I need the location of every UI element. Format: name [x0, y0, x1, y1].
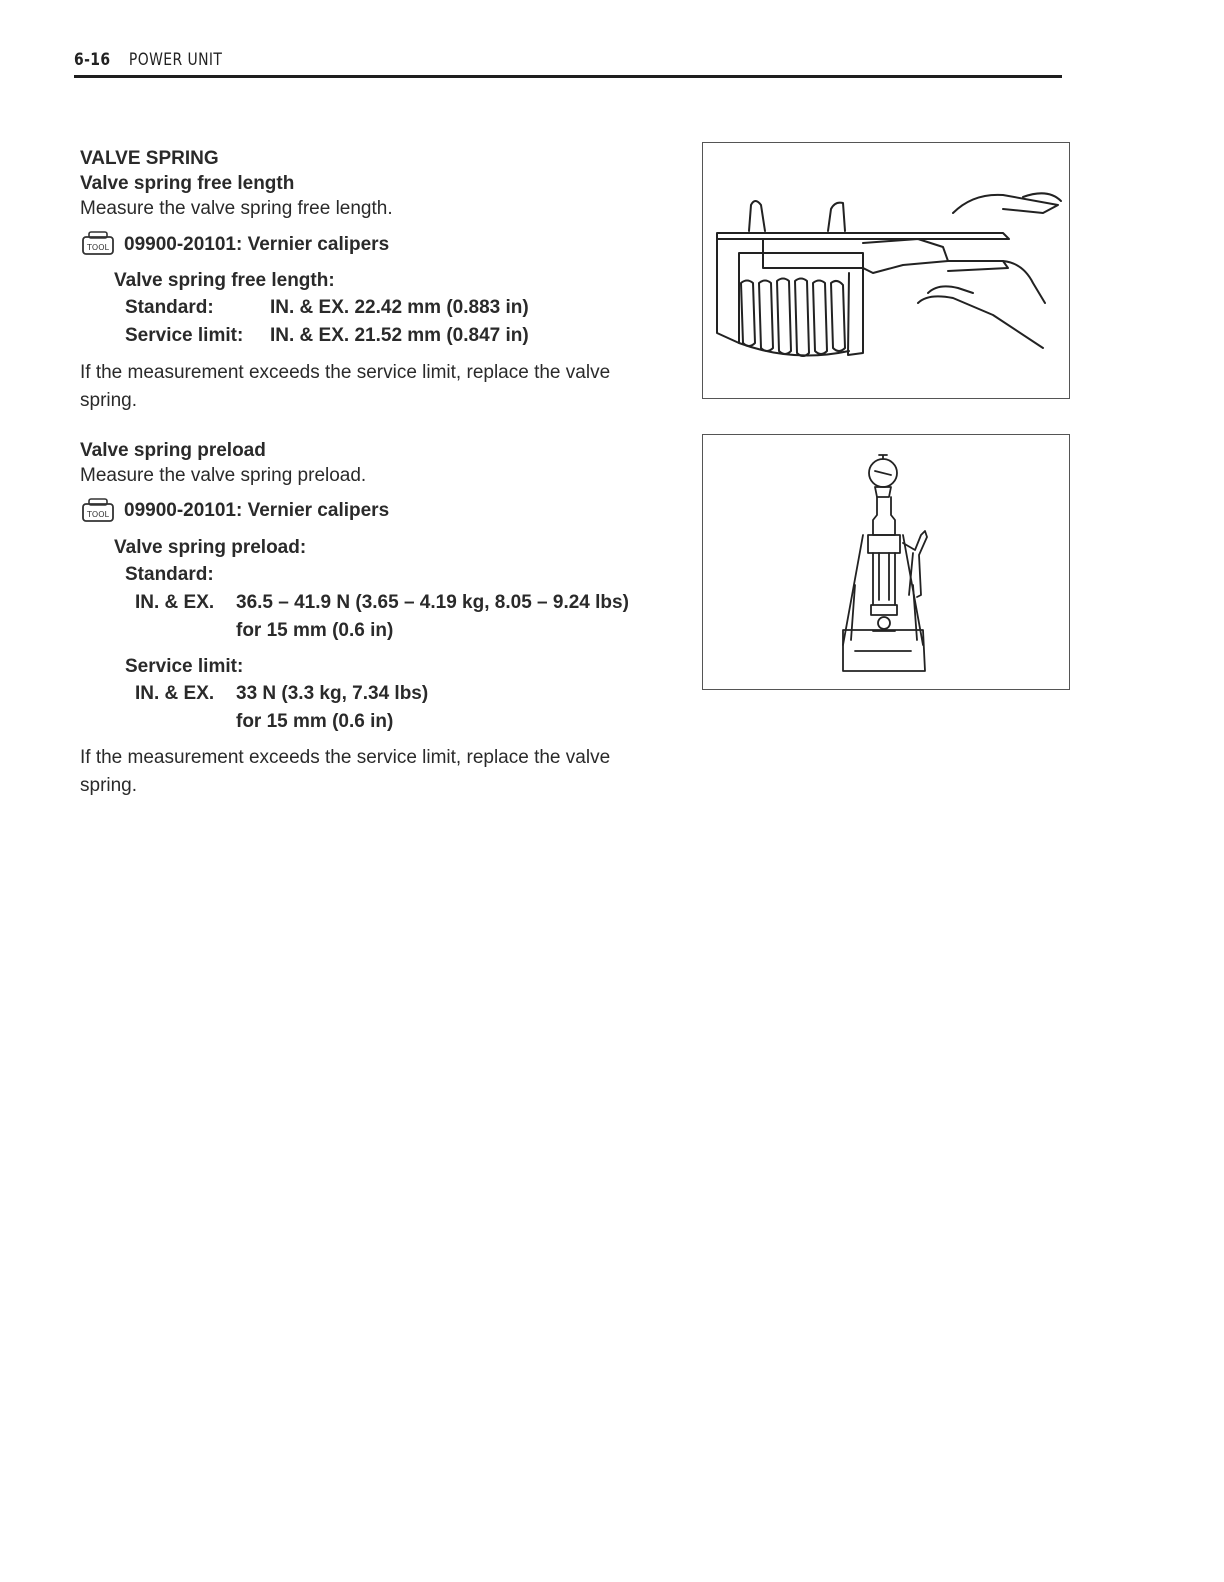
- tool-icon-label: TOOL: [87, 243, 109, 252]
- preload-note-line2: spring.: [80, 775, 138, 796]
- caliper-illustration: [703, 143, 1069, 398]
- header-rule: [74, 75, 1062, 78]
- free-length-limit-label: Service limit:: [125, 325, 244, 346]
- free-length-tool: 09900-20101: Vernier calipers: [124, 234, 390, 255]
- caliper-figure: [702, 142, 1070, 399]
- preload-standard-prefix: IN. & EX.: [135, 592, 215, 613]
- free-length-spec-label: Valve spring free length:: [114, 270, 335, 291]
- tester-figure: [702, 434, 1070, 690]
- preload-limit-value: 33 N (3.3 kg, 7.34 lbs): [236, 683, 429, 704]
- tool-icon-label: TOOL: [87, 510, 109, 519]
- preload-instruction: Measure the valve spring preload.: [80, 465, 367, 486]
- spring-tester-illustration: [703, 435, 1069, 689]
- preload-standard-value: 36.5 – 41.9 N (3.65 – 4.19 kg, 8.05 – 9.24 lbs): [236, 592, 629, 613]
- free-length-standard-value: IN. & EX. 22.42 mm (0.883 in): [270, 297, 529, 318]
- preload-spec-label: Valve spring preload:: [114, 537, 307, 558]
- section-title: POWER UNIT: [128, 50, 223, 70]
- preload-limit-label: Service limit:: [125, 656, 244, 677]
- preload-title: Valve spring preload: [80, 440, 266, 461]
- header-text: [74, 50, 884, 70]
- free-length-standard-label: Standard:: [125, 297, 214, 318]
- preload-limit-for: for 15 mm (0.6 in): [236, 711, 394, 732]
- page-header: [74, 50, 1062, 70]
- preload-standard-label: Standard:: [125, 564, 214, 585]
- free-length-limit-value: IN. & EX. 21.52 mm (0.847 in): [270, 325, 529, 346]
- preload-standard-for: for 15 mm (0.6 in): [236, 620, 394, 641]
- preload-limit-prefix: IN. & EX.: [135, 683, 215, 704]
- tool-icon: [82, 498, 114, 522]
- preload-note-line1: If the measurement exceeds the service limit, replace the valve: [80, 747, 611, 768]
- preload-tool: 09900-20101: Vernier calipers: [124, 500, 390, 521]
- free-length-note-line2: spring.: [80, 390, 138, 411]
- free-length-title: Valve spring free length: [80, 173, 295, 194]
- free-length-instruction: Measure the valve spring free length.: [80, 198, 393, 219]
- free-length-note-line1: If the measurement exceeds the service limit, replace the valve: [80, 362, 611, 383]
- tool-icon: [82, 231, 114, 255]
- page-number: 6-16: [74, 50, 111, 70]
- section-heading: VALVE SPRING: [80, 148, 219, 169]
